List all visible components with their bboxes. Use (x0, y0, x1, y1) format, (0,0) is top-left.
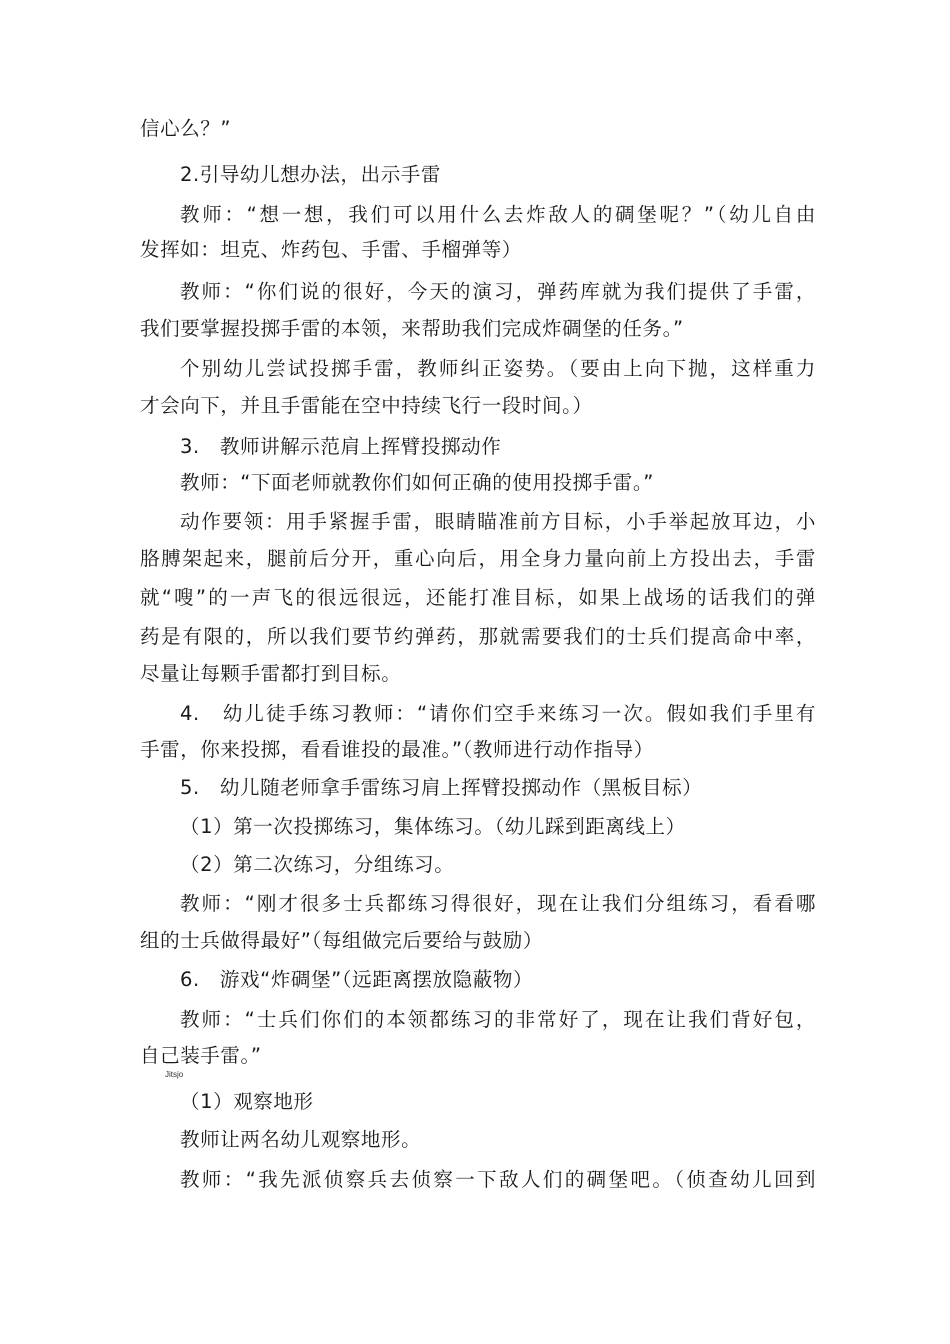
text-line: 手雷，你来投掷，看看谁投的最准。”（教师进行动作指导） (140, 738, 654, 761)
text-line: 我们要掌握投掷手雷的本领，来帮助我们完成炸碉堡的任务。” (140, 317, 684, 340)
text-line: 5. 幼儿随老师拿手雷练习肩上挥臂投掷动作（黑板目标） (180, 776, 703, 799)
text-line: 6. 游戏“炸碉堡”（远距离摆放隐蔽物） (180, 968, 534, 991)
text-line: 自己装手雷。” (140, 1044, 262, 1067)
text-line: （1）第一次投掷练习，集体练习。（幼儿踩到距离线上） (180, 815, 686, 838)
text-line: 信心么？” (140, 117, 232, 140)
text-line: 教师：“下面老师就教你们如何正确的使用投掷手雷。” (180, 471, 654, 494)
text-line: 就“嗖”的一声飞的很远很远，还能打准目标，如果上战场的话我们的弹 (140, 586, 816, 609)
text-line: 4. 幼儿徒手练习教师：“请你们空手来练习一次。假如我们手里有 (180, 702, 816, 725)
text-line: 教师：“想一想，我们可以用什么去炸敌人的碉堡呢？”（幼儿自由 (180, 203, 816, 226)
text-line: 动作要领：用手紧握手雷，眼睛瞄准前方目标，小手举起放耳边，小 (180, 510, 816, 533)
text-line: 药是有限的，所以我们要节约弹药，那就需要我们的士兵们提高命中率， (140, 625, 816, 648)
text-line: （2）第二次练习，分组练习。 (180, 853, 455, 876)
text-line: 个别幼儿尝试投掷手雷，教师纠正姿势。（要由上向下抛，这样重力 (180, 357, 816, 380)
text-line: 发挥如：坦克、炸药包、手雷、手榴弹等） (140, 238, 522, 261)
text-line: 教师：“士兵们你们的本领都练习的非常好了，现在让我们背好包， (180, 1008, 816, 1031)
text-line: 教师：“刚才很多士兵都练习得很好，现在让我们分组练习，看看哪 (180, 892, 816, 915)
text-line: 才会向下，并且手雷能在空中持续飞行一段时间。） (140, 394, 593, 417)
text-line: 2.引导幼儿想办法，出示手雷 (180, 163, 442, 186)
text-line: 胳膊架起来，腿前后分开，重心向后，用全身力量向前上方投出去，手雷 (140, 547, 816, 570)
stray-mark: Jitsjo (165, 1070, 184, 1079)
text-line: 教师：“我先派侦察兵去侦察一下敌人们的碉堡吧。（侦查幼儿回到 (180, 1168, 816, 1191)
text-line: 教师：“你们说的很好，今天的演习，弹药库就为我们提供了手雷， (180, 280, 816, 303)
text-line: 教师让两名幼儿观察地形。 (180, 1128, 422, 1151)
text-line: 3. 教师讲解示范肩上挥臂投掷动作 (180, 435, 502, 458)
text-line: 尽量让每颗手雷都打到目标。 (140, 662, 402, 685)
text-line: （1）观察地形 (180, 1090, 314, 1113)
text-line: 组的士兵做得最好”（每组做完后要给与鼓励） (140, 929, 543, 952)
